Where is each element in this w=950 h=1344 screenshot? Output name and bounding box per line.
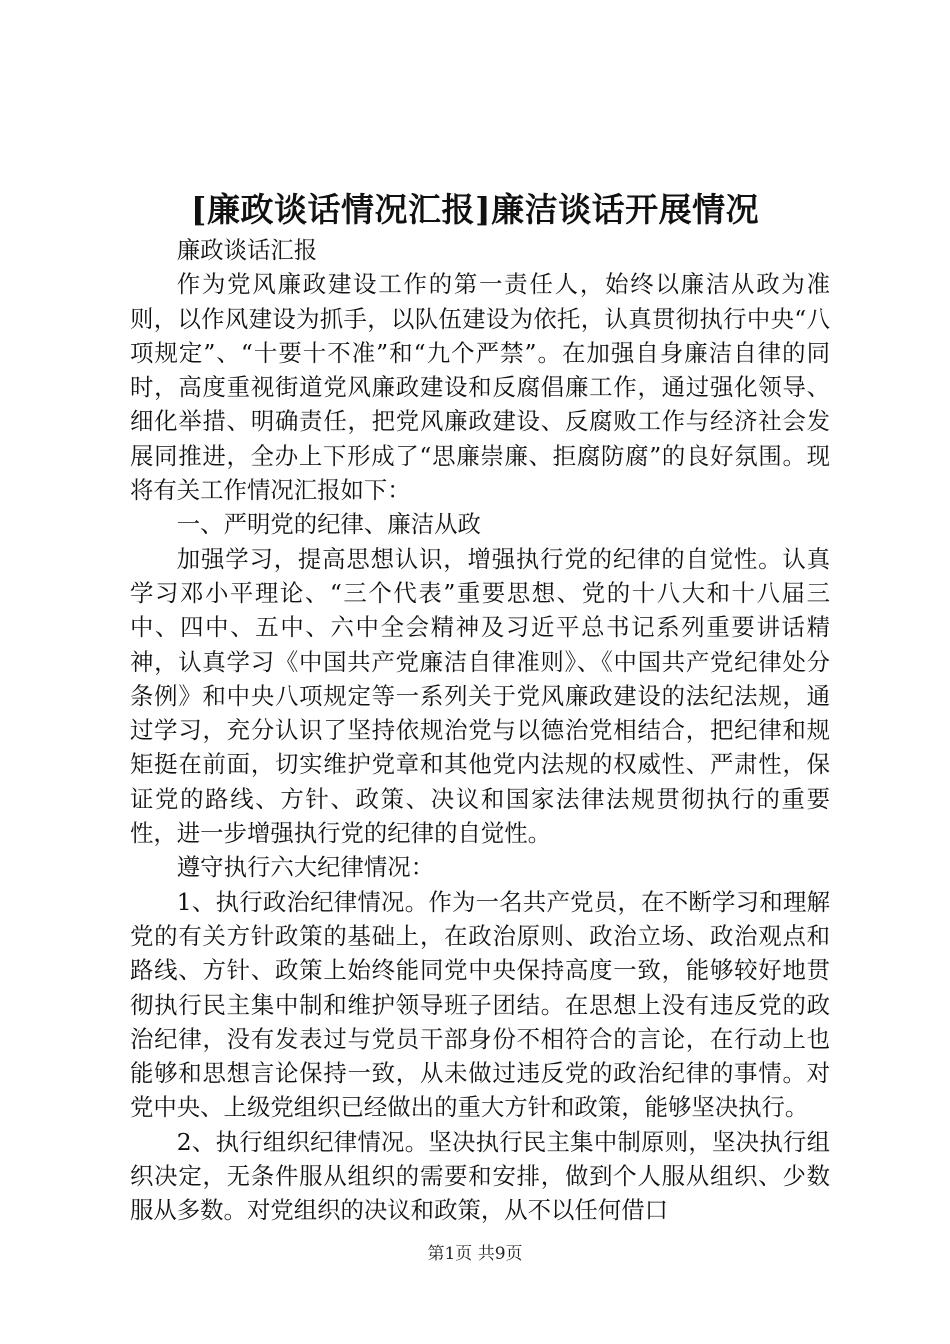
paragraph-study: 加强学习，提高思想认识，增强执行党的纪律的自觉性。认真学习邓小平理论、“三个代表”重要思想、党的十八大和十八届三中、四中、五中、六中全会精神及习近平总书记系列重要讲话精神，认真学习《中国共产党廉洁自律准则》、《中国共产党纪律处分条例》和中央八项规定等一系列关于党风廉政建设的法纪法规，通过学习，充分认识了坚持依规治党与以德治党相结合，把纪律和规矩挺在前面，切实维护党章和其他党内法规的权威性、严肃性，保证党的路线、方针、政策、决议和国家法律法规贯彻执行的重要性，进一步增强执行党的纪律的自觉性。: [130, 544, 830, 848]
paragraph-political-discipline: 1、执行政治纪律情况。作为一名共产党员，在不断学习和理解党的有关方针政策的基础上，在政治原则、政治立场、政治观点和路线、方针、政策上始终能同党中央保持高度一致，能够较好地贯彻执行民主集中制和维护领导班子团结。在思想上没有违反党的政治纪律，没有发表过与党员干部身份不相符合的言论，在行动上也能够和思想言论保持一致，从未做过违反党的政治纪律的事情。对党中央、上级党组织已经做出的重大方针和政策，能够坚决执行。: [130, 887, 830, 1122]
page-number-footer: 第1页 共9页: [427, 1244, 523, 1264]
paragraph-organizational-discipline: 2、执行组织纪律情况。坚决执行民主集中制原则，坚决执行组织决定，无条件服从组织的需要和安排，做到个人服从组织、少数服从多数。对党组织的决议和政策，从不以任何借口: [130, 1127, 830, 1225]
paragraph-heading-report: 廉政谈话汇报: [176, 236, 318, 264]
paragraph-intro: 作为党风廉政建设工作的第一责任人，始终以廉洁从政为准则，以作风建设为抓手，以队伍建设为依托，认真贯彻执行中央“八项规定”、“十要十不准”和“九个严禁”。在加强自身廉洁自律的同时，高度重视街道党风廉政建设和反腐倡廉工作，通过强化领导、细化举措、明确责任，把党风廉政建设、反腐败工作与经济社会发展同推进，全办上下形成了“思廉崇廉、拒腐防腐”的良好氛围。现将有关工作情况汇报如下：: [130, 270, 830, 505]
document-body: [130, 233, 830, 1228]
document-title: [廉政谈话情况汇报]廉洁谈话开展情况: [190, 190, 760, 229]
section-heading-1: 一、严明党的纪律、廉洁从政: [176, 510, 481, 539]
paragraph-six-disciplines: 遵守执行六大纪律情况：: [176, 853, 435, 882]
